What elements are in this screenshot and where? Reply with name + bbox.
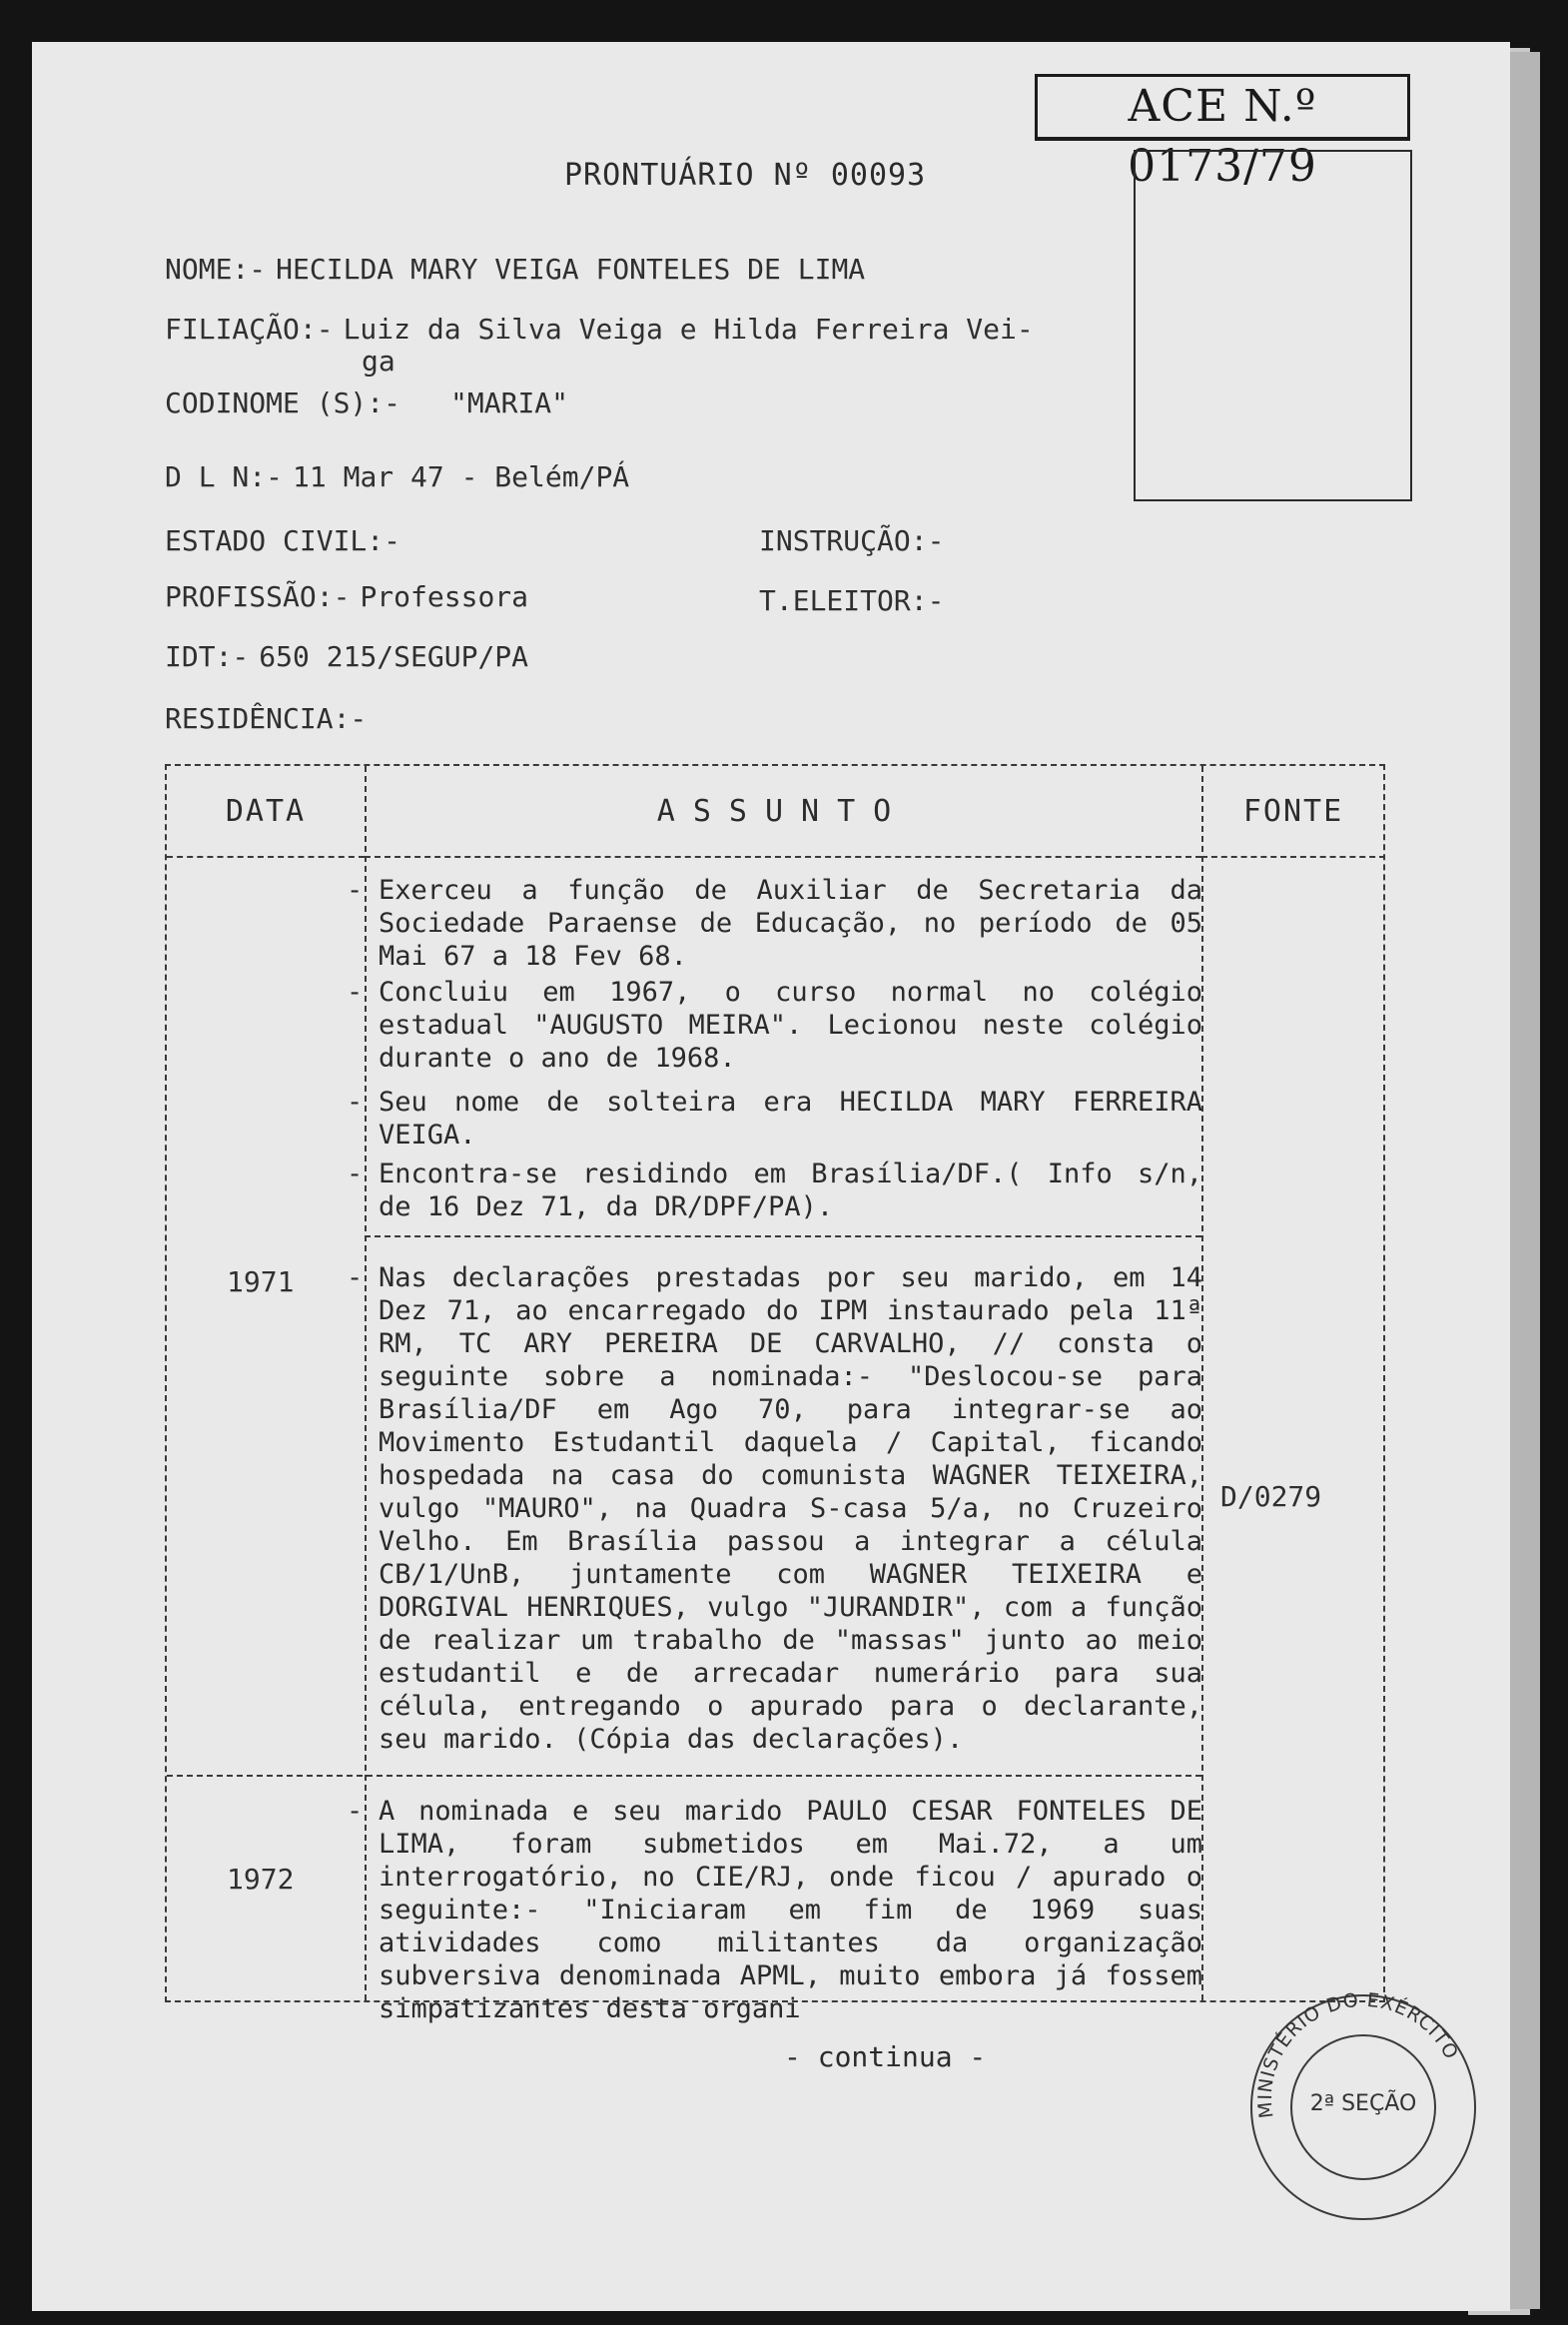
list-item: - Concluiu em 1967, o curso normal no colégio estadual "AUGUSTO MEIRA". Lecionou neste colégio durante o ano de 1968.	[347, 977, 1202, 1074]
field-value: Professora	[360, 580, 529, 613]
fonte-cell: D/0279	[1220, 1480, 1322, 1513]
field-filiacao	[165, 312, 1034, 348]
column-header-fonte: FONTE	[1201, 766, 1385, 858]
field-dln	[165, 459, 629, 495]
field-estado-civil	[165, 523, 410, 559]
page-title: PRONTUÁRIO Nº 00093	[564, 158, 927, 193]
list-item: - Seu nome de solteira era HECILDA MARY FERREIRA VEIGA.	[347, 1087, 1202, 1151]
column-header-assunto: ASSUNTO	[365, 766, 1201, 858]
column-divider	[365, 766, 367, 2000]
ministry-seal	[1238, 1982, 1488, 2232]
record-table	[165, 764, 1385, 2024]
field-codinome	[165, 386, 568, 421]
field-label: CODINOME (S):-	[165, 387, 401, 419]
row-divider	[167, 1775, 1201, 1777]
field-label: RESIDÊNCIA:-	[165, 702, 368, 735]
field-label: D L N:-	[165, 460, 284, 493]
field-value: 650 215/SEGUP/PA	[259, 640, 529, 673]
field-label: ESTADO CIVIL:-	[165, 524, 401, 557]
year-cell: 1971	[227, 1265, 295, 1298]
field-titulo-eleitor	[759, 583, 954, 619]
list-item: - Nas declarações prestadas por seu marido, em 14 Dez 71, ao encarregado do IPM instaurado pela 11ª RM, TC ARY PEREIRA DE CARVALHO, // consta o seguinte sobre a nominada:- "Deslocou-se para Brasília/DF em Ago 70, para integrar-se ao Movimento Estudantil daquela / Capital, ficando hospedada na casa do comunista WAGNER TEIXEIRA, vulgo "MAURO", na Quadra S-casa 5/a, no Cruzeiro Velho. Em Brasília passou a integrar a célula CB/1/UnB, juntamente com WAGNER TEIXEIRA e DORGIVAL HENRIQUES, vulgo "JURANDIR", com a função de realizar um trabalho de "massas" junto ao meio estudantil e de arrecadar numerário para sua célula, entregando o apurado para o declarante, seu marido. (Cópia das declarações).	[347, 1262, 1202, 1755]
field-label: FILIAÇÃO:-	[165, 313, 334, 346]
field-filiacao-cont: ga	[362, 345, 395, 378]
field-label: IDT:-	[165, 640, 250, 673]
field-label: NOME:-	[165, 253, 267, 286]
seal-inner-text: 2ª SEÇÃO	[1309, 2091, 1417, 2116]
continua-label: - continua -	[784, 2040, 987, 2073]
ace-stamp: ACE N.º 0173/79	[1035, 74, 1410, 141]
field-label: PROFISSÃO:-	[165, 580, 351, 613]
field-instrucao	[759, 523, 954, 559]
field-residencia	[165, 701, 377, 737]
field-profissao	[165, 579, 528, 615]
seal-text: MINISTÉRIO DO EXÉRCITO	[1253, 1988, 1463, 2120]
field-value: 11 Mar 47 - Belém/PÁ	[293, 460, 630, 493]
list-item: - A nominada e seu marido PAULO CESAR FONTELES DE LIMA, foram submetidos em Mai.72, a um interrogatório, no CIE/RJ, onde ficou / apurado o seguinte:- "Iniciaram em fim de 1969 suas atividades como militantes da organização subversiva denominada APML, muito embora já fossem simpatizantes desta organi	[347, 1796, 1202, 2024]
field-value: "MARIA"	[450, 387, 569, 419]
field-label: T.ELEITOR:-	[759, 584, 945, 617]
list-item: - Encontra-se residindo em Brasília/DF.( Info s/n, de 16 Dez 71, da DR/DPF/PA).	[347, 1159, 1202, 1222]
column-header-data: DATA	[167, 766, 365, 858]
list-item: - Exerceu a função de Auxiliar de Secretaria da Sociedade Paraense de Educação, no período de 05 Mai 67 a 18 Fev 68.	[347, 875, 1202, 972]
row-divider	[365, 1235, 1201, 1237]
field-label: INSTRUÇÃO:-	[759, 524, 945, 557]
field-idt	[165, 639, 528, 675]
year-cell: 1972	[227, 1863, 295, 1896]
field-nome	[165, 252, 865, 288]
photo-frame	[1134, 150, 1412, 501]
field-value: HECILDA MARY VEIGA FONTELES DE LIMA	[276, 253, 866, 286]
field-value: Luiz da Silva Veiga e Hilda Ferreira Vei-	[343, 313, 1034, 346]
